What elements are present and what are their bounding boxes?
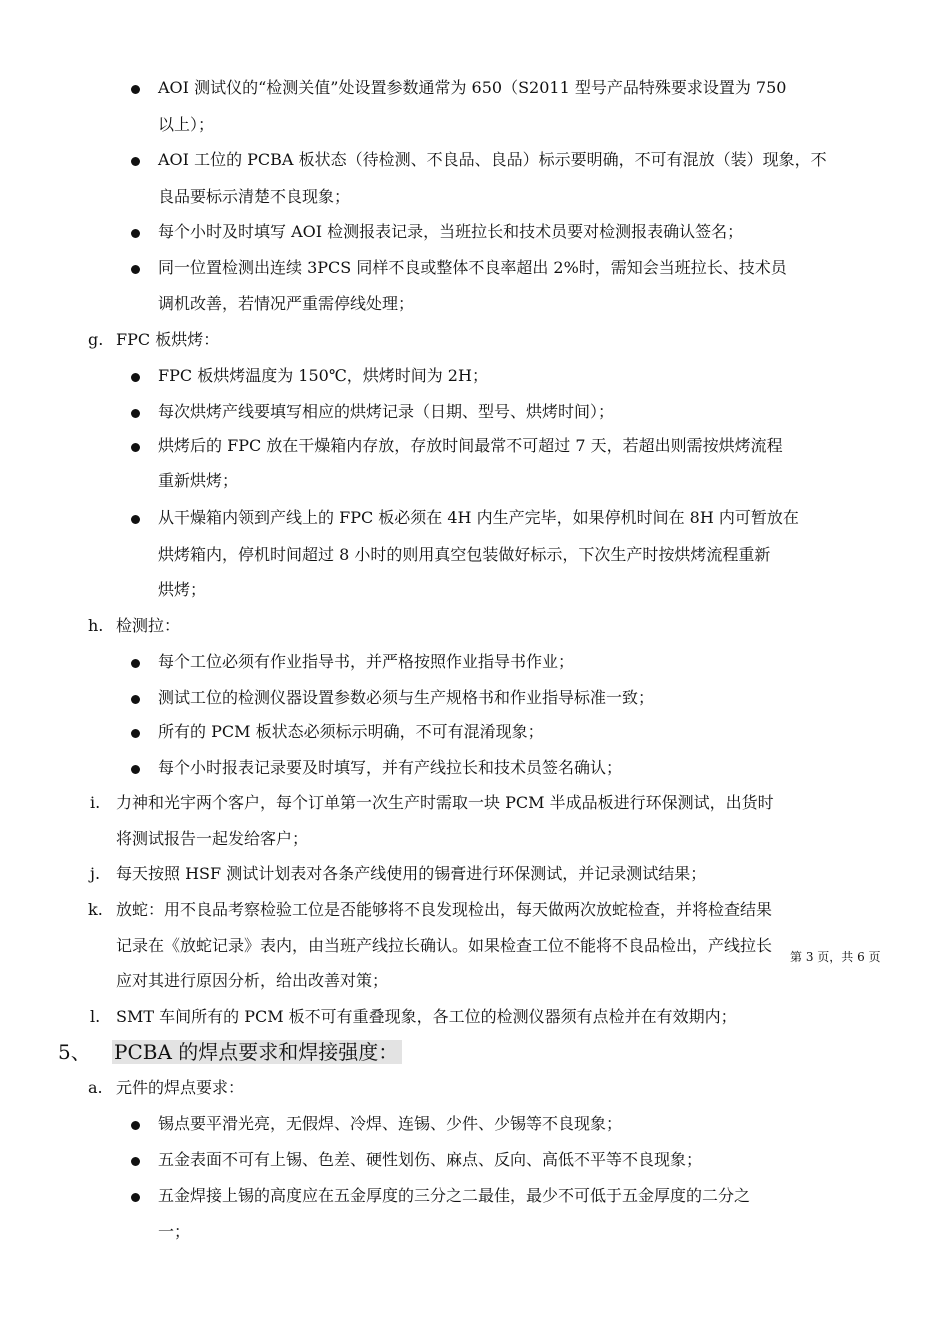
section-j-label: j. [90,864,101,883]
bullet-icon [131,443,140,452]
section-5-title [112,1040,402,1064]
bullet-icon [131,515,140,524]
aoi-item-1-line-2: 以上）； [158,115,215,134]
section-l-label: l. [90,1007,101,1026]
aoi-item-4-line-2: 调机改善，若情况严重需停线处理； [158,294,415,313]
page-footer: 第 3 页，共 6 页 [790,950,881,964]
fpc-item-4-line-1: 从干燥箱内领到产线上的 FPC 板必须在 4H 内生产完毕，如果停机时间在 8H 内可暂放在 [158,508,799,527]
fpc-item-1: FPC 板烘烤温度为 150℃，烘烤时间为 2H； [158,366,488,385]
fpc-item-3-line-1: 烘烤后的 FPC 放在干燥箱内存放，存放时间最常不可超过 7 天，若超出则需按烘烤流程 [158,436,783,455]
section-j-line-1: 每天按照 HSF 测试计划表对各条产线使用的锡膏进行环保测试，并记录测试结果； [116,864,707,883]
bullet-icon [131,729,140,738]
check-item-2: 测试工位的检测仪器设置参数必须与生产规格书和作业指导标准一致； [158,688,655,707]
bullet-icon [131,265,140,274]
bullet-icon [131,1193,140,1202]
aoi-item-3-line-1: 每个小时及时填写 AOI 检测报表记录，当班拉长和技术员要对检测报表确认签名； [158,222,744,241]
solder-item-1: 锡点要平滑光亮，无假焊、冷焊、连锡、少件、少锡等不良现象； [158,1114,623,1133]
check-item-1: 每个工位必须有作业指导书，并严格按照作业指导书作业； [158,652,575,671]
check-item-3: 所有的 PCM 板状态必须标示明确，不可有混淆现象； [158,722,544,741]
section-5-title-text: PCBA 的焊点要求和焊接强度： [112,1040,402,1064]
bullet-icon [131,373,140,382]
bullet-icon [131,409,140,418]
solder-item-3-line-1: 五金焊接上锡的高度应在五金厚度的三分之二最佳，最少不可低于五金厚度的二分之 [158,1186,751,1205]
section-g-label: g. [88,330,104,349]
check-item-4: 每个小时报表记录要及时填写，并有产线拉长和技术员签名确认； [158,758,623,777]
bullet-icon [131,695,140,704]
solder-item-3-line-2: 一； [158,1222,191,1241]
section-k-line-2: 记录在《放蛇记录》表内，由当班产线拉长确认。如果检查工位不能将不良品检出，产线拉长 [116,936,773,955]
bullet-icon [131,659,140,668]
fpc-item-2: 每次烘烤产线要填写相应的烘烤记录（日期、型号、烘烤时间）； [158,402,615,421]
section-k-line-1: 放蛇：用不良品考察检验工位是否能够将不良发现检出，每天做两次放蛇检查，并将检查结果 [116,900,773,919]
aoi-item-1-line-1: AOI 测试仪的“检测关值”处设置参数通常为 650（S2011 型号产品特殊要求设置为 750 [158,78,787,97]
section-i-label: i. [90,793,101,812]
aoi-item-2-line-2: 良品要标示清楚不良现象； [158,187,351,206]
bullet-icon [131,765,140,774]
section-i-line-2: 将测试报告一起发给客户； [116,829,309,848]
section-g-title: FPC 板烘烤： [116,330,220,349]
fpc-item-3-line-2: 重新烘烤； [158,471,239,490]
section-h-label: h. [88,616,104,635]
bullet-icon [131,85,140,94]
fpc-item-4-line-2: 烘烤箱内，停机时间超过 8 小时的则用真空包装做好标示，下次生产时按烘烤流程重新 [158,545,771,564]
fpc-item-4-line-3: 烘烤； [158,580,207,599]
section-h-title: 检测拉： [116,616,181,635]
section-5-number: 5、 [58,1040,91,1064]
aoi-item-2-line-1: AOI 工位的 PCBA 板状态（待检测、不良品、良品）标示要明确，不可有混放（装）现象，不 [158,150,827,169]
section-l-line-1: SMT 车间所有的 PCM 板不可有重叠现象，各工位的检测仪器须有点检并在有效期内； [116,1007,737,1026]
aoi-item-4-line-1: 同一位置检测出连续 3PCS 同样不良或整体不良率超出 2%时，需知会当班拉长、技术员 [158,258,787,277]
bullet-icon [131,229,140,238]
bullet-icon [131,157,140,166]
section-k-line-3: 应对其进行原因分析，给出改善对策； [116,971,389,990]
bullet-icon [131,1121,140,1130]
solder-item-2: 五金表面不可有上锡、色差、硬性划伤、麻点、反向、高低不平等不良现象； [158,1150,703,1169]
section-i-line-1: 力神和光宇两个客户，每个订单第一次生产时需取一块 PCM 半成品板进行环保测试，出货时 [116,793,774,812]
section-k-label: k. [88,900,103,919]
section-a-title: 元件的焊点要求： [116,1078,245,1097]
bullet-icon [131,1157,140,1166]
section-a-label: a. [88,1078,103,1097]
